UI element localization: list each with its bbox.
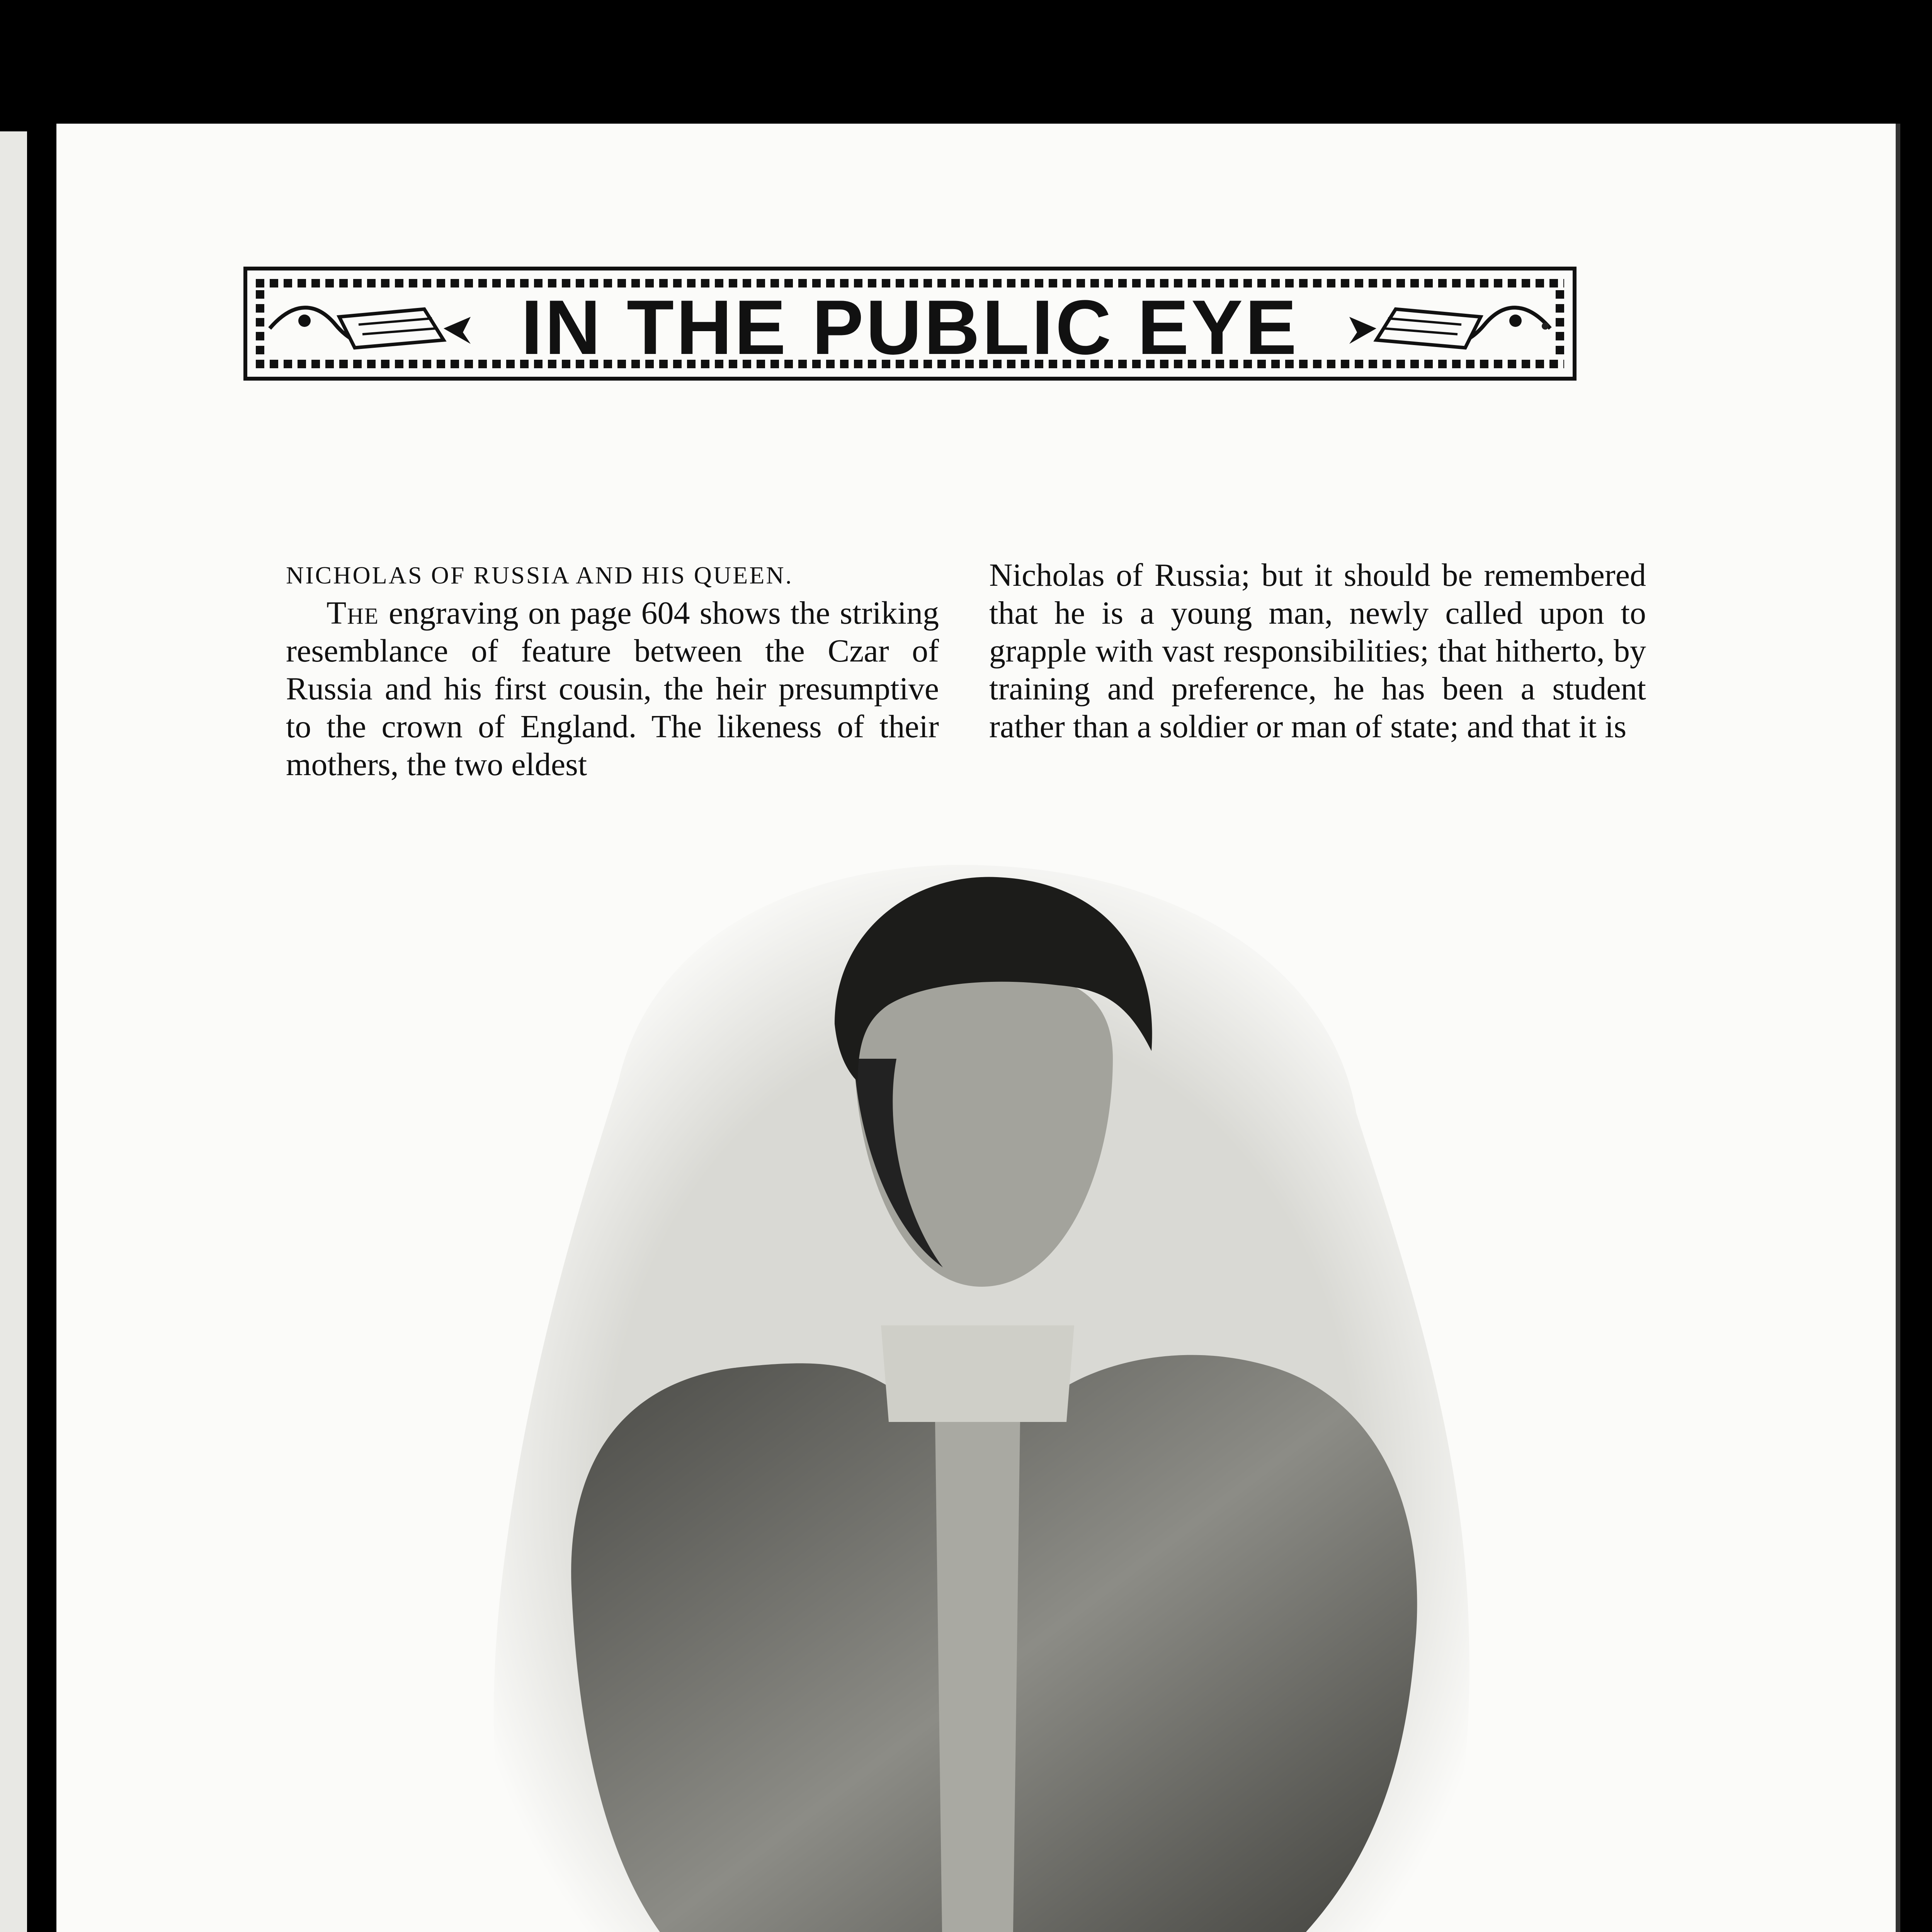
paragraph-text: engraving on page 604 shows the striking resemblance of feature between the Czar of Russia and his first cousin, the heir presumptive to the crown of England. The likeness of their mothers, the two eldest (286, 595, 939, 782)
scroll-ornament-icon (262, 294, 478, 363)
print-speck (1542, 323, 1549, 330)
czarina-portrait-photo (456, 842, 1507, 1932)
article-paragraph: Nicholas of Russia; but it should be remembered that he is a young man, newly called upon to grapple with vast responsibilities; that hitherto, by training and preference, he has been a student rather than a soldier or man of state; and that it is (989, 557, 1646, 745)
page-edge (1896, 124, 1900, 1932)
article-column-left-top (286, 556, 939, 784)
article-column-right-top (989, 556, 1646, 746)
banner-title: IN THE PUBLIC EYE (521, 284, 1299, 371)
section-banner (243, 267, 1577, 381)
scroll-ornament-icon (1342, 294, 1558, 363)
drop-word: The (327, 595, 379, 631)
adjacent-page-edge (0, 131, 27, 1932)
article-heading: NICHOLAS OF RUSSIA AND HIS QUEEN. (286, 561, 793, 589)
article-paragraph (286, 594, 939, 784)
